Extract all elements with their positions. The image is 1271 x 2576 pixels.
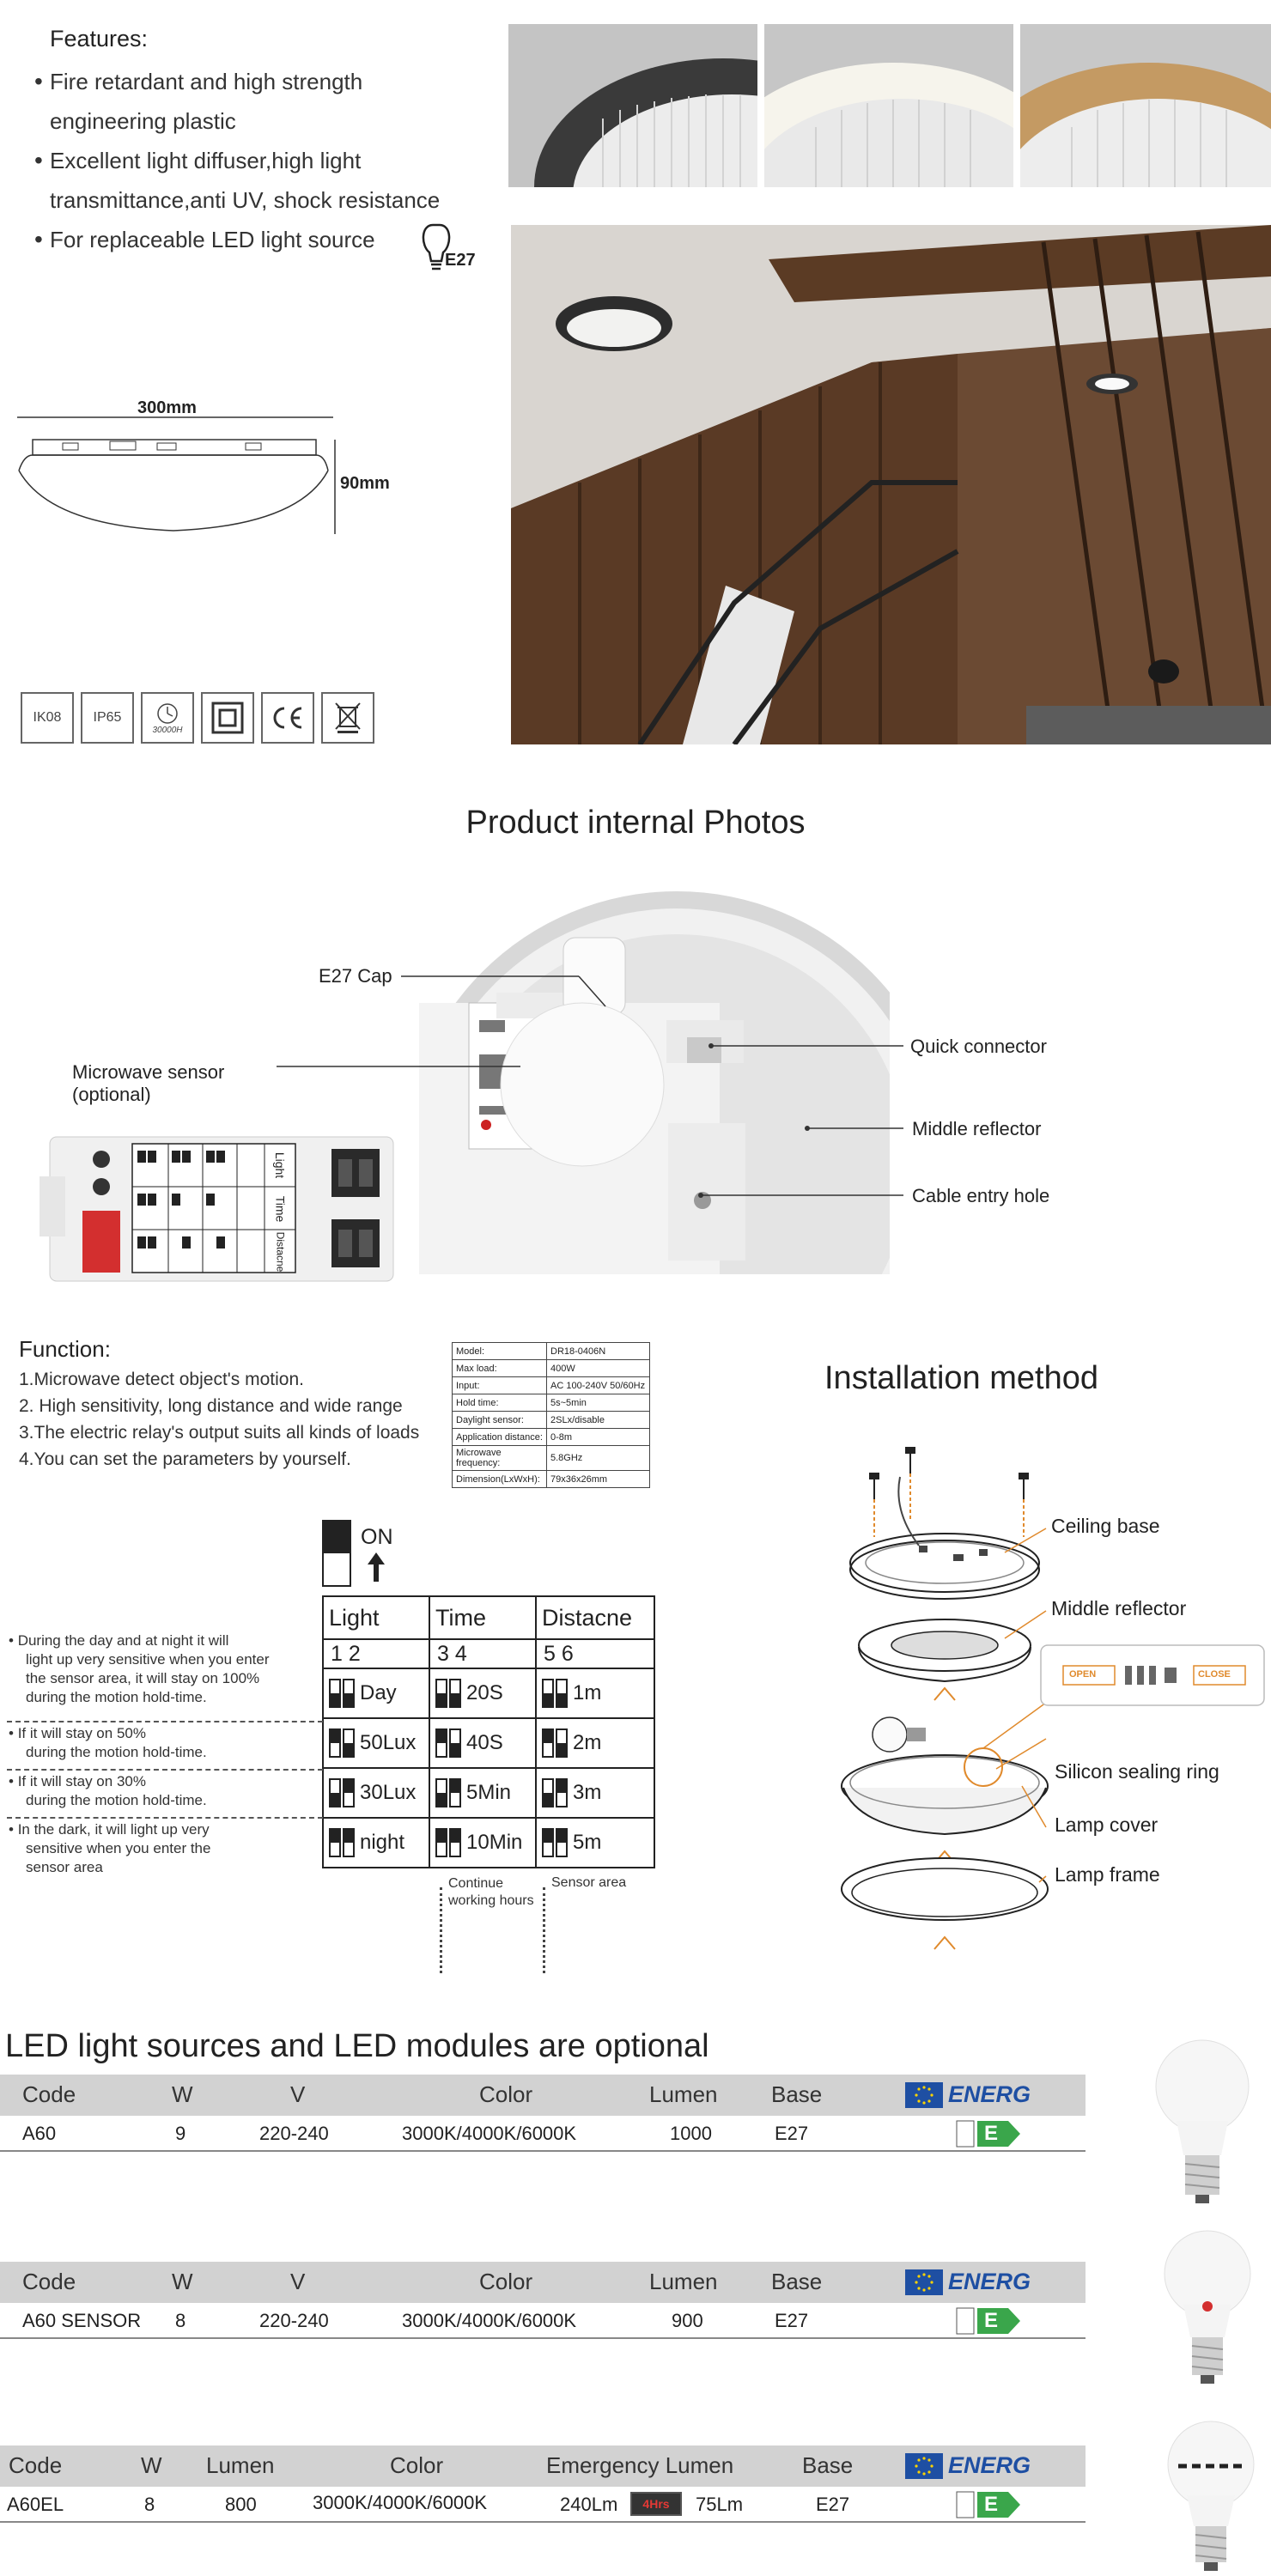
spec-row: Input: AC 100-240V 50/60Hz [453, 1377, 650, 1394]
lifetime-badge: 30000H [141, 692, 194, 744]
dip-switch-pair [435, 1778, 463, 1807]
internal-photos-title: Product internal Photos [465, 805, 806, 841]
dip-switch-pair [435, 1728, 463, 1758]
dip-row-50lux: 50Lux 40S 2m [323, 1718, 654, 1768]
divider [7, 1769, 323, 1771]
dip-row-night: night 10Min 5m [323, 1818, 654, 1868]
led-section-title: LED light sources and LED modules are optional [5, 2028, 709, 2064]
dip-switch-pair [435, 1828, 463, 1857]
dip-switch-pair [435, 1679, 463, 1708]
spec-row: Hold time: 5s~5min [453, 1394, 650, 1412]
bulb-label: E27 [445, 251, 476, 270]
led-table-1-header: Code W V Color Lumen Base ENERG [0, 2075, 1086, 2116]
mode-description-day: • During the day and at night it will light up very sensitive when you enter the sensor area, it will stay on 100% during the motion hold-time. [9, 1632, 270, 1705]
function-item: 4.You can set the parameters by yourself. [19, 1449, 351, 1469]
dip-switch-pair [329, 1828, 356, 1857]
energy-class-badge: E [955, 2117, 1024, 2148]
led-table-3-header: Code W Lumen Color Emergency Lumen Base ENERG [0, 2445, 1086, 2487]
dip-switch-pair [329, 1728, 356, 1758]
sensor-area-label: Sensor area [551, 1875, 627, 1890]
spec-table [452, 1342, 650, 1488]
e27-cap-label: E27 Cap [319, 965, 392, 987]
dip-row-day: Day 20S 1m [323, 1668, 654, 1718]
features-title: Features: [50, 26, 149, 52]
spec-row: Application distance: 0-8m [453, 1429, 650, 1446]
mode-description-night: • In the dark, it will light up very sensitive when you enter the sensor area [9, 1821, 211, 1875]
led-table-2-row: A60 SENSOR 8 220-240 3000K/4000K/6000K 900 E27 E [0, 2303, 1086, 2339]
dip-row-30lux: 30Lux 5Min 3m [323, 1768, 654, 1818]
ik08-badge: IK08 [21, 692, 74, 744]
module-label-column: Light Time Distacne [272, 1152, 287, 1272]
feature-item: • Fire retardant and high strength engineering plastic [34, 62, 498, 141]
installation-diagram [824, 1443, 1271, 1958]
spec-row: Max load: 400W [453, 1360, 650, 1377]
silicon-ring-label: Silicon sealing ring [1055, 1760, 1219, 1783]
feature-item: • Excellent light diffuser,high light transmittance,anti UV, shock resistance [34, 141, 498, 220]
energy-label-logo: ENERG [905, 2080, 1034, 2111]
divider [7, 1817, 323, 1819]
close-label: CLOSE [1198, 1669, 1231, 1680]
function-list [19, 1366, 419, 1473]
dip-switch-pair [542, 1828, 569, 1857]
spec-row: Model: DR18-0406N [453, 1343, 650, 1360]
mode-description-50: • If it will stay on 50% during the motion hold-time. [9, 1725, 207, 1760]
a60-sensor-bulb-photo [1156, 2221, 1259, 2392]
ceiling-base-label: Ceiling base [1051, 1515, 1160, 1537]
dip-switch-pair [542, 1778, 569, 1807]
spec-row: Dimension(LxWxH): 79x36x26mm [453, 1471, 650, 1488]
led-table-1-row: A60 9 220-240 3000K/4000K/6000K 1000 E27 E [0, 2116, 1086, 2152]
width-dimension: 300mm [137, 398, 197, 417]
open-label: OPEN [1069, 1669, 1097, 1680]
on-switch-legend [322, 1520, 351, 1587]
microwave-sensor-label: Microwave sensor (optional) [72, 1061, 225, 1105]
lamp-frame-label: Lamp frame [1055, 1863, 1160, 1886]
spec-row: Microwave frequency: 5.8GHz [453, 1446, 650, 1471]
dip-switch-pair [542, 1728, 569, 1758]
function-item: 2. High sensitivity, long distance and wide range [19, 1396, 403, 1416]
emergency-hours-badge: 4Hrs [630, 2492, 682, 2516]
function-title: Function: [19, 1336, 111, 1362]
a60-bulb-photo [1151, 2026, 1254, 2207]
dip-header-row: Light Time Distacne [323, 1596, 654, 1639]
energy-label-logo: ENERG [905, 2451, 1034, 2482]
dip-switch-pair [329, 1778, 356, 1807]
divider [543, 1887, 545, 1973]
height-dimension: 90mm [340, 474, 390, 493]
dip-switch-pair [542, 1679, 569, 1708]
divider [7, 1721, 323, 1722]
energy-class-badge: E [955, 2488, 1024, 2519]
a60el-emergency-bulb-photo [1159, 2415, 1262, 2576]
energy-label-logo: ENERG [905, 2267, 1034, 2298]
lamp-cover-label: Lamp cover [1055, 1814, 1158, 1836]
function-item: 1.Microwave detect object's motion. [19, 1370, 304, 1389]
middle-reflector-install-label: Middle reflector [1051, 1597, 1187, 1619]
led-table-2-header: Code W V Color Lumen Base ENERG [0, 2262, 1086, 2303]
dip-number-row: 1 2 3 4 5 6 [323, 1639, 654, 1668]
on-label: ON [361, 1525, 393, 1549]
installation-title: Installation method [824, 1360, 1098, 1396]
feature-item: • For replaceable LED light source [34, 220, 498, 259]
mode-description-30: • If it will stay on 30% during the motion hold-time. [9, 1773, 207, 1808]
dip-switch-pair [329, 1679, 356, 1708]
function-item: 3.The electric relay's output suits all kinds of loads [19, 1423, 420, 1443]
continue-working-hours-label: Continue working hours [448, 1876, 534, 1908]
spec-row: Daylight sensor: 2SLx/disable [453, 1412, 650, 1429]
ip65-badge: IP65 [81, 692, 134, 744]
dip-switch-table [322, 1595, 655, 1868]
up-arrow-icon [368, 1552, 385, 1582]
cable-entry-hole-label: Cable entry hole [912, 1185, 1050, 1206]
energy-class-badge: E [955, 2305, 1024, 2336]
middle-reflector-label: Middle reflector [912, 1118, 1042, 1139]
led-table-3-row: A60EL 8 800 3000K/4000K/6000K 240Lm 4Hrs 75Lm E27 E [0, 2487, 1086, 2523]
microwave-module-photo [40, 1125, 398, 1293]
quick-connector-label: Quick connector [910, 1036, 1047, 1057]
divider [440, 1887, 442, 1973]
